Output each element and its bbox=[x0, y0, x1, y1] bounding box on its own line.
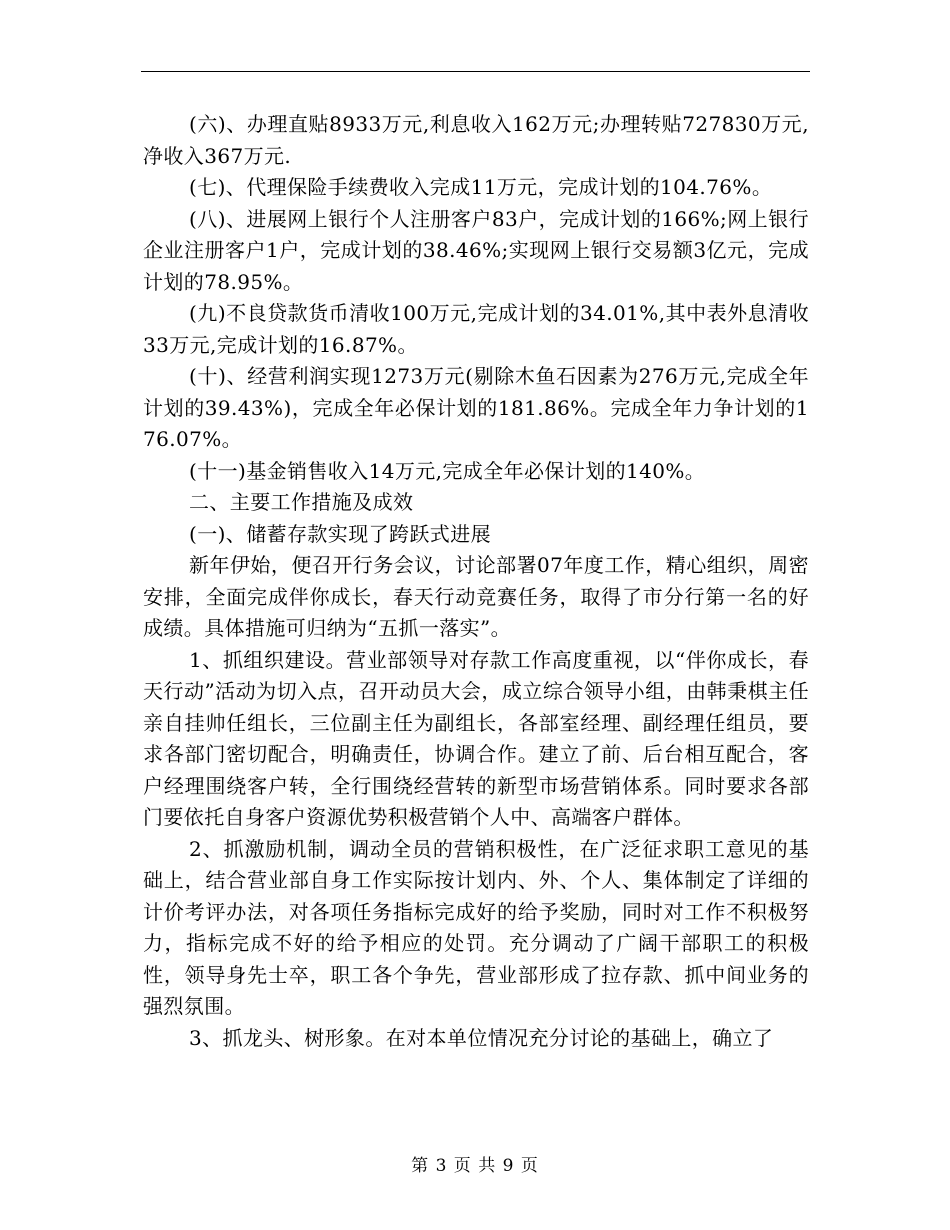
measure-paragraph-3: 3、抓龙头、树形象。在对本单位情况充分讨论的基础上，确立了 bbox=[189, 1025, 774, 1050]
paragraph-item-6: (六)、办理直贴8933万元,利息收入162万元;办理转贴727830万元,净收入367万元. bbox=[143, 112, 809, 168]
intro-paragraph: 新年伊始，便召开行务会议，讨论部署07年度工作，精心组织，周密安排，全面完成伴你成长，春天行动竞赛任务，取得了市分行第一名的好成绩。具体措施可归纳为“五抓一落实”。 bbox=[143, 553, 809, 640]
section-heading: 二、主要工作措施及成效 bbox=[189, 490, 414, 514]
paragraph-item-10: (十)、经营利润实现1273万元(剔除木鱼石因素为276万元,完成全年计划的39.43%)，完成全年必保计划的181.86%。完成全年力争计划的176.07%。 bbox=[143, 364, 809, 451]
paragraph-item-7: (七)、代理保险手续费收入完成11万元，完成计划的104.76%。 bbox=[189, 175, 773, 199]
paragraph-item-8: (八)、进展网上银行个人注册客户83户，完成计划的166%;网上银行企业注册客户1户，完成计划的38.46%;实现网上银行交易额3亿元，完成计划的78.95%。 bbox=[143, 206, 809, 294]
document-body bbox=[143, 109, 809, 1054]
paragraph-item-9: (九)不良贷款货币清收100万元,完成计划的34.01%,其中表外息清收33万元,完成计划的16.87%。 bbox=[143, 301, 809, 357]
measure-paragraph-1: 1、抓组织建设。营业部领导对存款工作高度重视，以“伴你成长，春天行动”活动为切入点，召开动员大会，成立综合领导小组，由韩秉棋主任亲自挂帅任组长，三位副主任为副组长，各部室经理、副经理任组员，要求各部门密切配合，明确责任，协调合作。建立了前、后台相互配合，客户经理围绕客户转，全行围绕经营转的新型市场营销体系。同时要求各部门要依托自身客户资源优势积极营销个人中、高端客户群体。 bbox=[143, 647, 809, 829]
page-number: 第 3 页 共 9 页 bbox=[411, 1156, 539, 1176]
subsection-heading: (一)、储蓄存款实现了跨跃式进展 bbox=[189, 521, 492, 546]
header-rule bbox=[141, 71, 810, 72]
measure-paragraph-2: 2、抓激励机制，调动全员的营销积极性，在广泛征求职工意见的基础上，结合营业部自身工作实际按计划内、外、个人、集体制定了详细的计价考评办法，对各项任务指标完成好的给予奖励，同时对工作不积极努力，指标完成不好的给予相应的处罚。充分调动了广阔干部职工的积极性，领导身先士卒，职工各个争先，营业部形成了拉存款、抓中间业务的强烈氛围。 bbox=[143, 836, 809, 1018]
paragraph-item-11: (十一)基金销售收入14万元,完成全年必保计划的140%。 bbox=[189, 458, 706, 483]
